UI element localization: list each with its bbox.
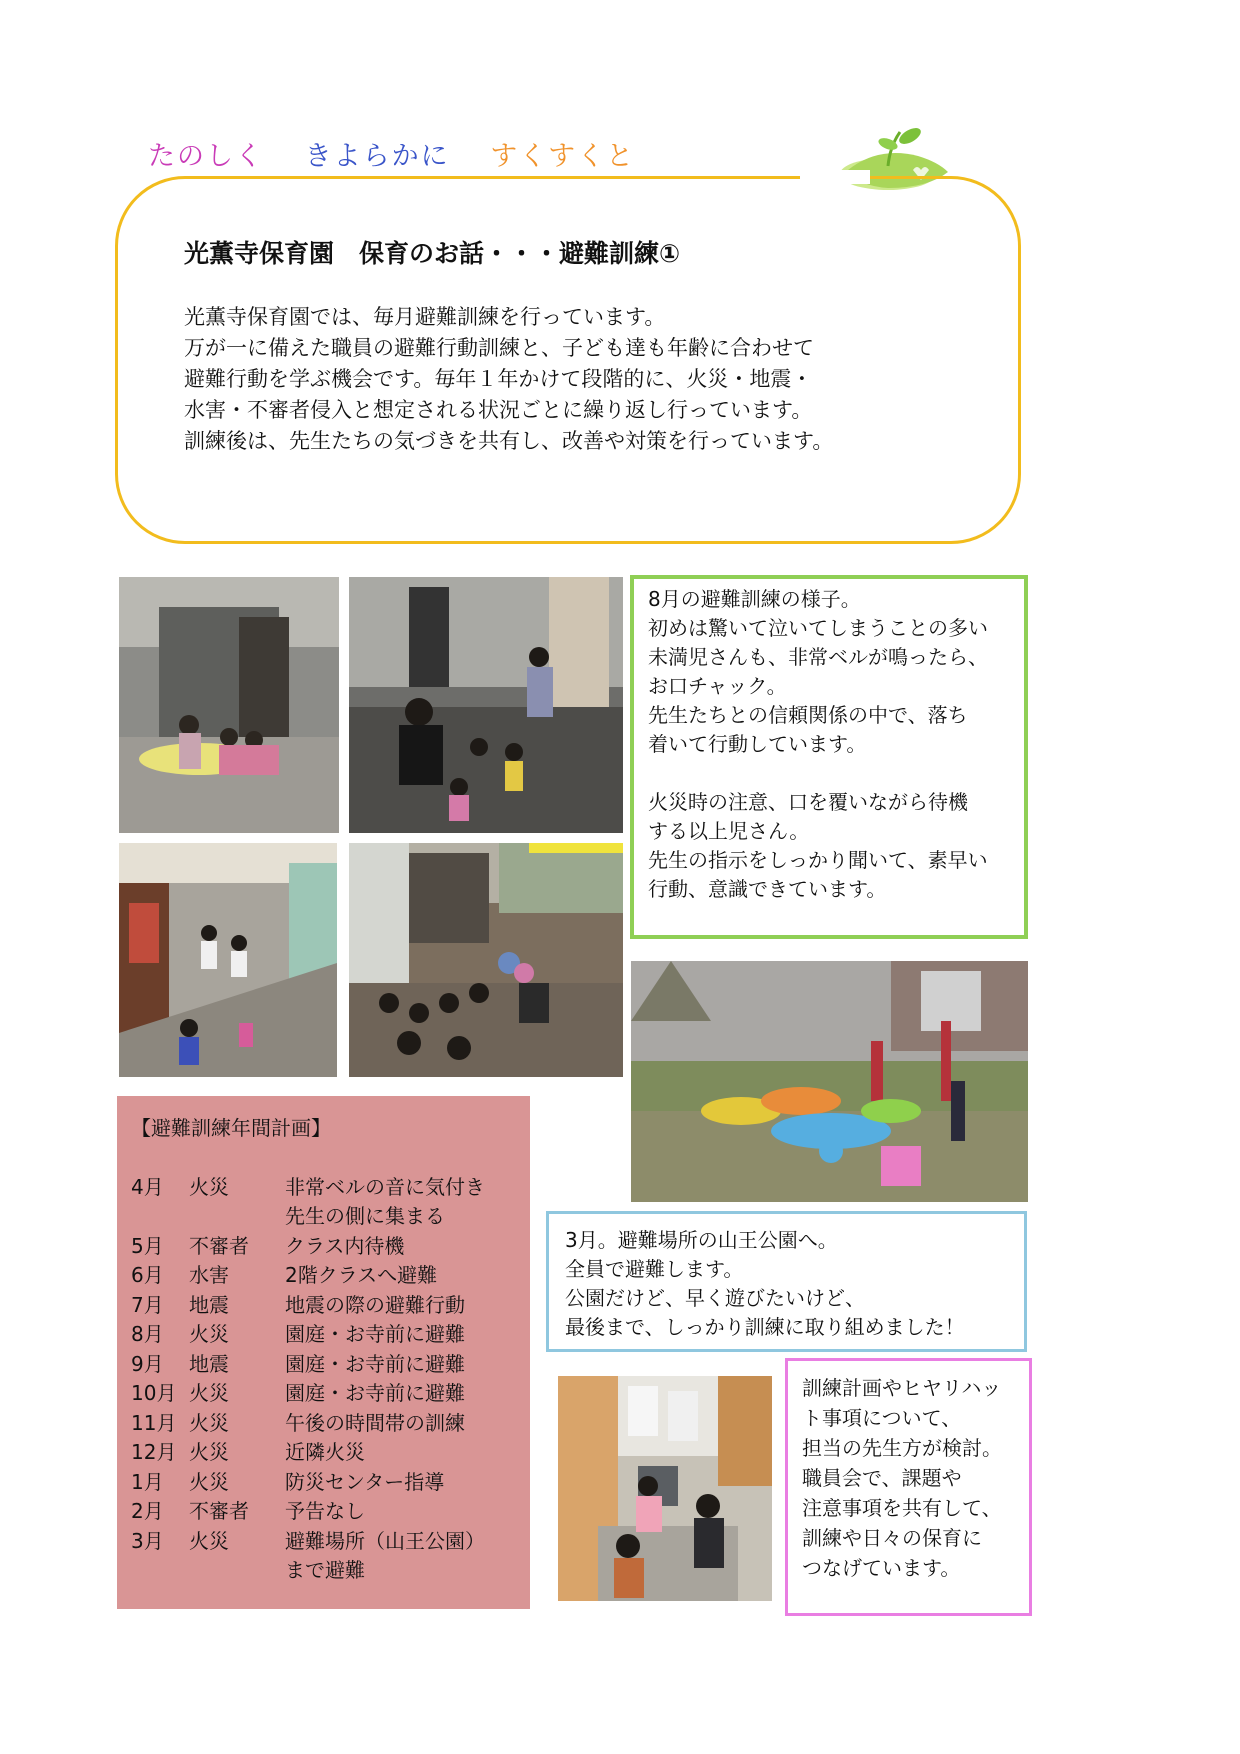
plan-row (131, 1291, 516, 1321)
plan-month: 1月 (131, 1469, 164, 1494)
intro-line: 万が一に備えた職員の避難行動訓練と、子ども達も年齢に合わせて (184, 336, 814, 360)
plan-month: 7月 (131, 1292, 164, 1317)
plan-month: 11月 (131, 1410, 177, 1435)
staff-line: 訓練や日々の保育に (802, 1526, 982, 1550)
plan-action: 非常ベルの音に気付き (285, 1174, 485, 1199)
photo-august-garden (349, 843, 623, 1077)
staff-line: つなげています。 (802, 1556, 961, 1580)
plan-month: 2月 (131, 1499, 164, 1523)
staff-line: 職員会で、課題や (802, 1466, 962, 1490)
plan-type: 地震 (189, 1351, 229, 1376)
august-line: 先生の指示をしっかり聞いて、素早い (648, 848, 988, 872)
frame-gap (800, 170, 870, 184)
plan-type: 火災 (189, 1174, 229, 1199)
plan-type: 不審者 (189, 1499, 249, 1523)
intro-line: 光薫寺保育園では、毎月避難訓練を行っています。 (184, 305, 666, 329)
plan-type: 水害 (189, 1263, 229, 1287)
plan-action: 午後の時間帯の訓練 (285, 1410, 465, 1435)
plan-row (131, 1438, 516, 1468)
plan-action: 園庭・お寺前に避難 (285, 1351, 465, 1376)
august-line: 先生たちとの信頼関係の中で、落ち (648, 703, 968, 727)
plan-month: 8月 (131, 1322, 164, 1346)
paragraph-gap (648, 759, 1010, 788)
august-drill-box (630, 575, 1028, 939)
photo-august-entrance (119, 577, 339, 833)
plan-action: 園庭・お寺前に避難 (285, 1381, 465, 1405)
plan-type: 不審者 (189, 1233, 249, 1258)
plan-month: 3月 (131, 1528, 164, 1553)
plan-month (131, 1202, 189, 1232)
intro-text (184, 302, 1004, 457)
plan-type: 地震 (189, 1292, 229, 1317)
intro-line: 避難行動を学ぶ機会です。毎年１年かけて段階的に、火災・地震・ (184, 367, 813, 391)
august-line: 8月の避難訓練の様子。 (648, 587, 861, 611)
plan-row (131, 1556, 516, 1586)
plan-type: 火災 (189, 1469, 229, 1494)
plan-action: まで避難 (285, 1558, 365, 1582)
plan-row (131, 1409, 516, 1439)
august-line: 初めは驚いて泣いてしまうことの多い (648, 616, 988, 640)
plan-action: 地震の際の避難行動 (285, 1292, 465, 1317)
plan-row (131, 1202, 516, 1232)
plan-month: 9月 (131, 1351, 164, 1376)
plan-row (131, 1320, 516, 1350)
plan-type: 火災 (189, 1322, 229, 1346)
plan-type: 火災 (189, 1381, 229, 1405)
plan-row (131, 1527, 516, 1557)
plan-row (131, 1232, 516, 1262)
plan-list (131, 1173, 516, 1586)
plan-month: 6月 (131, 1263, 164, 1287)
staff-line: 注意事項を共有して、 (802, 1496, 1002, 1520)
slogan (148, 134, 665, 173)
staff-line: 担当の先生方が検討。 (802, 1436, 1002, 1460)
plan-action: 予告なし (285, 1499, 365, 1523)
august-line: 行動、意識できています。 (648, 877, 887, 901)
plan-action: クラス内待機 (285, 1233, 405, 1258)
plan-action: 園庭・お寺前に避難 (285, 1322, 465, 1346)
plan-month: 12月 (131, 1440, 177, 1464)
slogan-word-3: すくすくと (490, 141, 636, 172)
slogan-word-2: きよらかに (304, 141, 450, 172)
photo-march-park (631, 961, 1028, 1202)
plan-action: 近隣火災 (285, 1440, 365, 1464)
august-line: 未満児さんも、非常ベルが鳴ったら、 (648, 645, 988, 669)
plan-action: 避難場所（山王公園） (285, 1528, 485, 1553)
march-line: 3月。避難場所の山王公園へ。 (565, 1228, 838, 1252)
staff-meeting-box (785, 1358, 1032, 1616)
annual-plan-box (117, 1096, 530, 1609)
plan-type (189, 1202, 285, 1232)
staff-line: ト事項について、 (802, 1406, 962, 1430)
slogan-word-1: たのしく (148, 141, 264, 172)
plan-row (131, 1497, 516, 1527)
plan-month: 5月 (131, 1233, 164, 1258)
plan-row (131, 1468, 516, 1498)
march-line: 最後まで、しっかり訓練に取り組めました！ (565, 1315, 965, 1339)
plan-month (131, 1556, 189, 1586)
plan-type: 火災 (189, 1528, 229, 1553)
plan-month: 10月 (131, 1381, 177, 1405)
august-line: 火災時の注意、口を覆いながら待機 (648, 790, 968, 814)
staff-line: 訓練計画やヒヤリハッ (802, 1376, 1002, 1400)
plan-title: 【避難訓練年間計画】 (131, 1116, 331, 1140)
august-line: お口チャック。 (648, 674, 787, 698)
plan-row (131, 1173, 516, 1203)
photo-august-corridor (119, 843, 337, 1077)
plan-action: 2階クラスへ避難 (285, 1263, 438, 1287)
march-drill-box (546, 1211, 1027, 1352)
august-line: 着いて行動しています。 (648, 732, 867, 756)
march-line: 全員で避難します。 (565, 1257, 744, 1281)
plan-month: 4月 (131, 1174, 164, 1199)
photo-august-stairs (349, 577, 623, 833)
plan-type: 火災 (189, 1410, 229, 1435)
plan-row (131, 1379, 516, 1409)
plan-action: 防災センター指導 (285, 1469, 445, 1494)
intro-line: 訓練後は、先生たちの気づきを共有し、改善や対策を行っています。 (184, 429, 834, 453)
plan-row (131, 1350, 516, 1380)
plan-type: 火災 (189, 1440, 229, 1464)
march-line: 公園だけど、早く遊びたいけど、 (565, 1286, 865, 1310)
august-line: する以上児さん。 (648, 819, 810, 843)
plan-action: 先生の側に集まる (285, 1204, 445, 1228)
page-title: 光薫寺保育園 保育のお話・・・避難訓練① (184, 239, 681, 268)
intro-line: 水害・不審者侵入と想定される状況ごとに繰り返し行っています。 (184, 398, 813, 422)
photo-staff-meeting (558, 1376, 772, 1601)
plan-row (131, 1261, 516, 1291)
plan-type (189, 1556, 285, 1586)
